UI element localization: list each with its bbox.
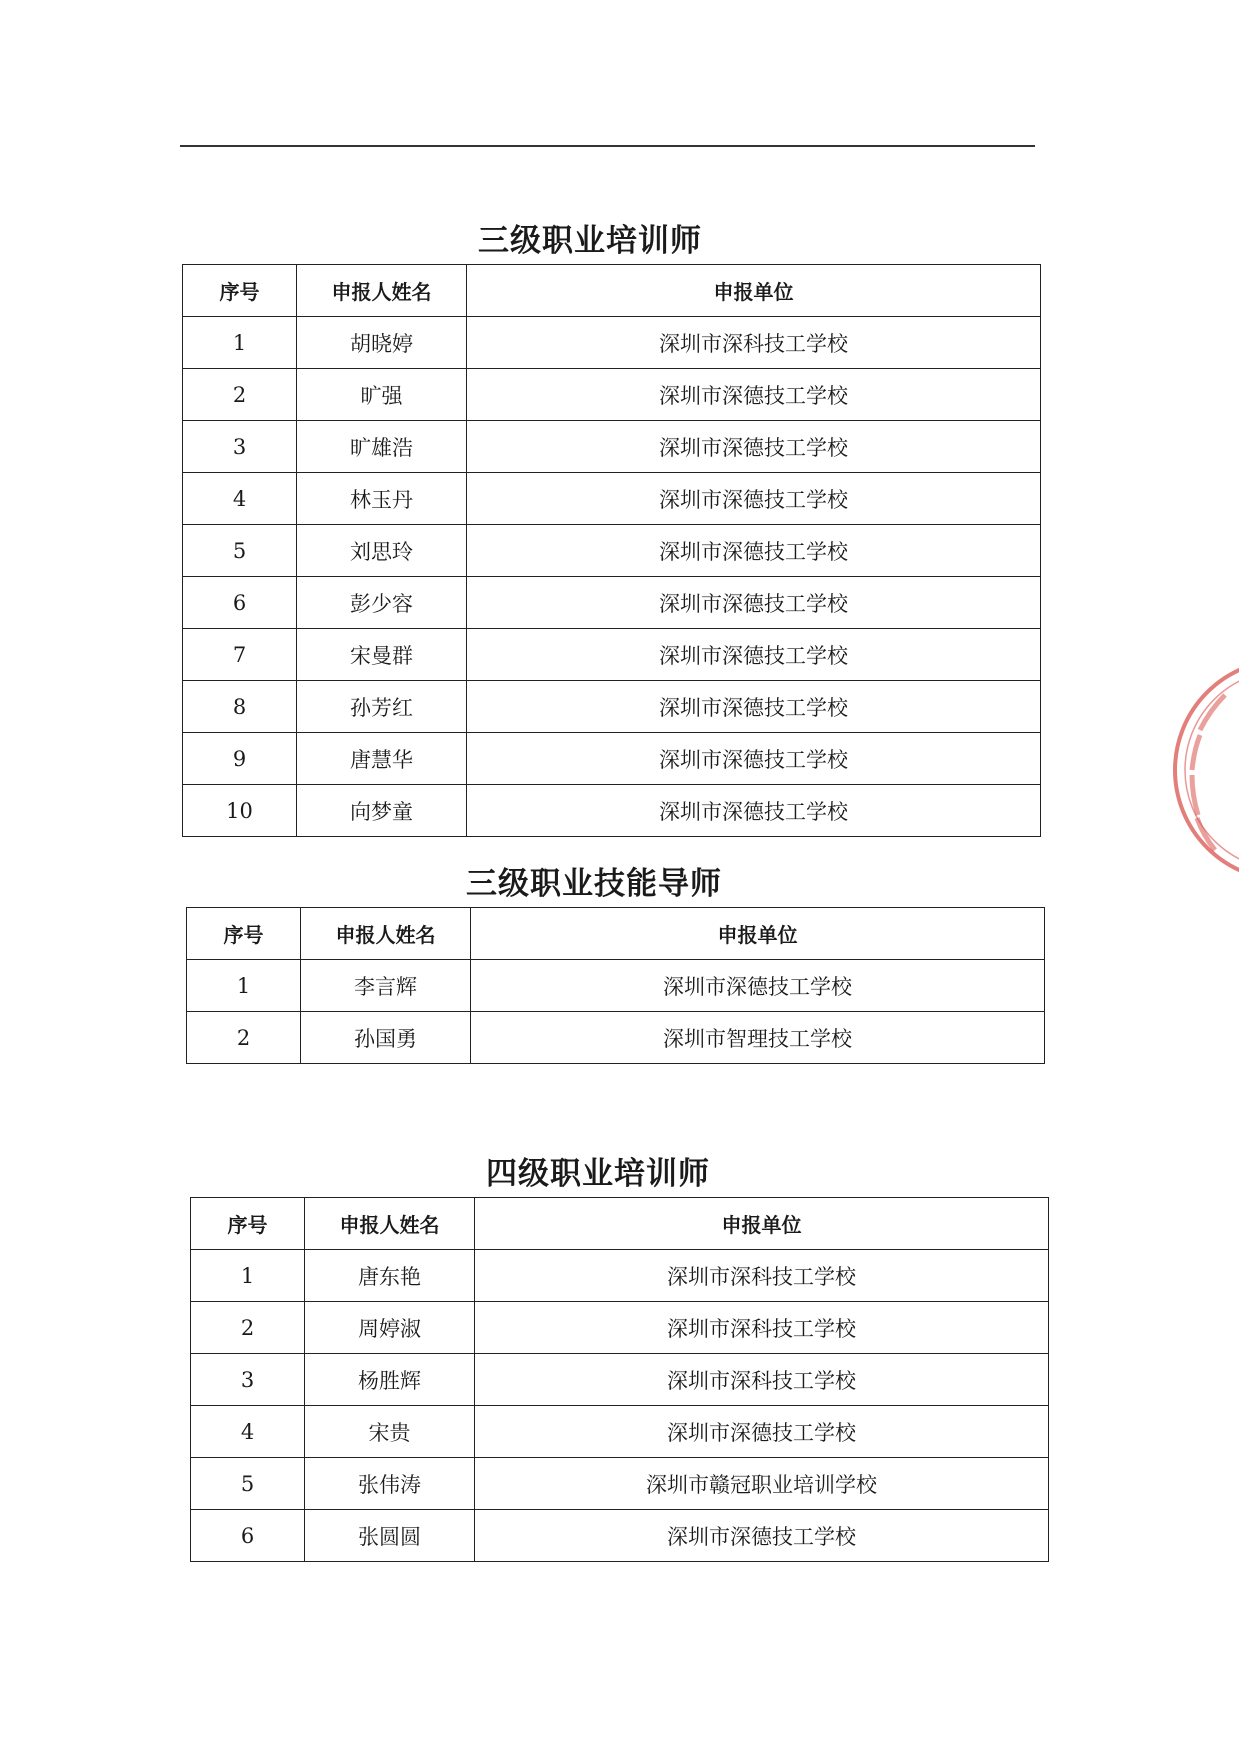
table-row [191, 1354, 1049, 1406]
table-row [191, 1250, 1049, 1302]
header-unit: 申报单位 [467, 265, 1041, 317]
table-row [183, 525, 1041, 577]
cell-applicant-name: 孙芳红 [297, 681, 467, 733]
table-header-row [183, 265, 1041, 317]
cell-unit: 深圳市深德技工学校 [475, 1406, 1049, 1458]
cell-unit: 深圳市深德技工学校 [467, 525, 1041, 577]
section-title-level3-trainer: 三级职业培训师 [478, 223, 702, 259]
cell-unit: 深圳市深德技工学校 [467, 369, 1041, 421]
cell-unit: 深圳市深科技工学校 [475, 1354, 1049, 1406]
header-applicant: 申报人姓名 [305, 1198, 475, 1250]
cell-index: 4 [191, 1406, 305, 1458]
cell-index: 2 [183, 369, 297, 421]
table-level4-trainer [190, 1197, 1049, 1562]
cell-index: 9 [183, 733, 297, 785]
table-row [191, 1302, 1049, 1354]
cell-applicant-name: 宋贵 [305, 1406, 475, 1458]
cell-unit: 深圳市深科技工学校 [475, 1250, 1049, 1302]
table-row [183, 629, 1041, 681]
cell-index: 6 [183, 577, 297, 629]
header-unit: 申报单位 [471, 908, 1045, 960]
cell-applicant-name: 胡晓婷 [297, 317, 467, 369]
table-row [191, 1510, 1049, 1562]
table-row [183, 473, 1041, 525]
cell-index: 7 [183, 629, 297, 681]
cell-applicant-name: 孙国勇 [301, 1012, 471, 1064]
header-rule [180, 145, 1035, 147]
cell-index: 1 [191, 1250, 305, 1302]
table-row [183, 681, 1041, 733]
cell-applicant-name: 宋曼群 [297, 629, 467, 681]
table-row [183, 369, 1041, 421]
cell-unit: 深圳市深德技工学校 [467, 473, 1041, 525]
table-level3-trainer [182, 264, 1041, 837]
cell-applicant-name: 唐慧华 [297, 733, 467, 785]
cell-applicant-name: 张伟涛 [305, 1458, 475, 1510]
cell-index: 5 [183, 525, 297, 577]
table-row [183, 785, 1041, 837]
cell-index: 3 [191, 1354, 305, 1406]
cell-index: 3 [183, 421, 297, 473]
cell-applicant-name: 向梦童 [297, 785, 467, 837]
cell-unit: 深圳市深德技工学校 [475, 1510, 1049, 1562]
cell-unit: 深圳市深科技工学校 [475, 1302, 1049, 1354]
official-seal-icon [1170, 640, 1239, 900]
cell-applicant-name: 彭少容 [297, 577, 467, 629]
cell-applicant-name: 李言辉 [301, 960, 471, 1012]
cell-index: 1 [183, 317, 297, 369]
table-row [183, 317, 1041, 369]
table-body [191, 1250, 1049, 1562]
cell-unit: 深圳市深德技工学校 [467, 681, 1041, 733]
cell-applicant-name: 旷强 [297, 369, 467, 421]
header-index: 序号 [191, 1198, 305, 1250]
table-body [183, 317, 1041, 837]
cell-applicant-name: 唐东艳 [305, 1250, 475, 1302]
cell-applicant-name: 张圆圆 [305, 1510, 475, 1562]
cell-index: 4 [183, 473, 297, 525]
table-row [183, 421, 1041, 473]
cell-unit: 深圳市深德技工学校 [467, 421, 1041, 473]
cell-unit: 深圳市深德技工学校 [471, 960, 1045, 1012]
header-unit: 申报单位 [475, 1198, 1049, 1250]
cell-unit: 深圳市深科技工学校 [467, 317, 1041, 369]
table-header-row [191, 1198, 1049, 1250]
section-title-level4-trainer: 四级职业培训师 [486, 1156, 710, 1192]
table-header-row [187, 908, 1045, 960]
header-applicant: 申报人姓名 [297, 265, 467, 317]
table-row [183, 577, 1041, 629]
header-index: 序号 [187, 908, 301, 960]
table-row [191, 1458, 1049, 1510]
cell-index: 6 [191, 1510, 305, 1562]
cell-applicant-name: 刘思玲 [297, 525, 467, 577]
cell-index: 2 [191, 1302, 305, 1354]
table-row [187, 960, 1045, 1012]
cell-unit: 深圳市赣冠职业培训学校 [475, 1458, 1049, 1510]
cell-applicant-name: 林玉丹 [297, 473, 467, 525]
table-row [183, 733, 1041, 785]
cell-index: 1 [187, 960, 301, 1012]
cell-index: 2 [187, 1012, 301, 1064]
cell-applicant-name: 杨胜辉 [305, 1354, 475, 1406]
cell-index: 10 [183, 785, 297, 837]
table-row [191, 1406, 1049, 1458]
header-applicant: 申报人姓名 [301, 908, 471, 960]
table-body [187, 960, 1045, 1064]
section-title-level3-mentor: 三级职业技能导师 [466, 866, 722, 902]
table-level3-mentor [186, 907, 1045, 1064]
header-index: 序号 [183, 265, 297, 317]
table-row [187, 1012, 1045, 1064]
cell-unit: 深圳市深德技工学校 [467, 733, 1041, 785]
cell-unit: 深圳市深德技工学校 [467, 577, 1041, 629]
cell-applicant-name: 周婷淑 [305, 1302, 475, 1354]
cell-unit: 深圳市深德技工学校 [467, 785, 1041, 837]
cell-unit: 深圳市智理技工学校 [471, 1012, 1045, 1064]
cell-index: 8 [183, 681, 297, 733]
cell-applicant-name: 旷雄浩 [297, 421, 467, 473]
cell-unit: 深圳市深德技工学校 [467, 629, 1041, 681]
cell-index: 5 [191, 1458, 305, 1510]
